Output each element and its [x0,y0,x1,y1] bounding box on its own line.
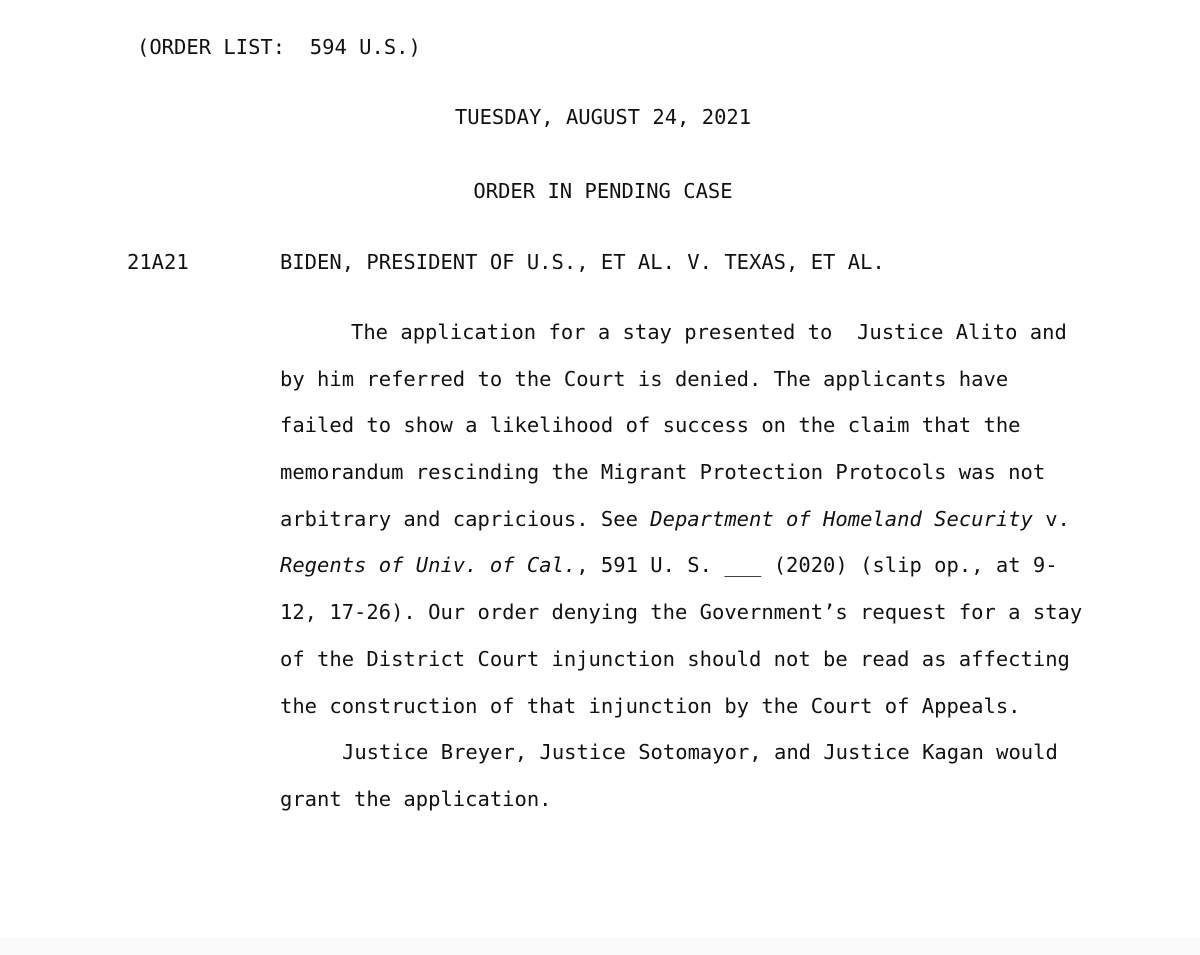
order-text-segment: , 591 U. S. ___ (2020) (slip op., at 9- [576,553,1058,577]
order-list-header: (ORDER LIST: 594 U.S.) [137,35,421,59]
case-citation-italic: Department of Homeland Security [650,507,1033,531]
order-text-line: 12, 17-26). Our order denying the Government’s request for a stay [280,600,1083,624]
order-text-segment: v. [1032,507,1070,531]
order-date: TUESDAY, AUGUST 24, 2021 [454,105,752,129]
order-text-line [280,553,1058,577]
order-text-line: by him referred to the Court is denied. The applicants have [280,367,1009,391]
dissent-text-line: grant the application. [280,787,552,811]
order-text-line: memorandum rescinding the Migrant Protection Protocols was not [280,460,1046,484]
section-title: ORDER IN PENDING CASE [473,179,733,203]
docket-number: 21A21 [127,250,189,274]
case-citation-italic: Regents of Univ. of Cal. [280,553,577,577]
order-text-line: the construction of that injunction by the Court of Appeals. [280,694,1021,718]
order-text-line [280,507,1070,531]
order-text-line: failed to show a likelihood of success on the claim that the [280,413,1021,437]
order-text-segment: arbitrary and capricious. See [280,507,651,531]
case-caption: BIDEN, PRESIDENT OF U.S., ET AL. V. TEXAS, ET AL. [280,250,885,274]
dissent-text-line: Justice Breyer, Justice Sotomayor, and Justice Kagan would [342,740,1058,764]
order-text-line: of the District Court injunction should not be read as affecting [280,647,1070,671]
order-text-line: The application for a stay presented to Justice Alito and [351,320,1067,344]
page-bottom-edge [0,937,1200,955]
